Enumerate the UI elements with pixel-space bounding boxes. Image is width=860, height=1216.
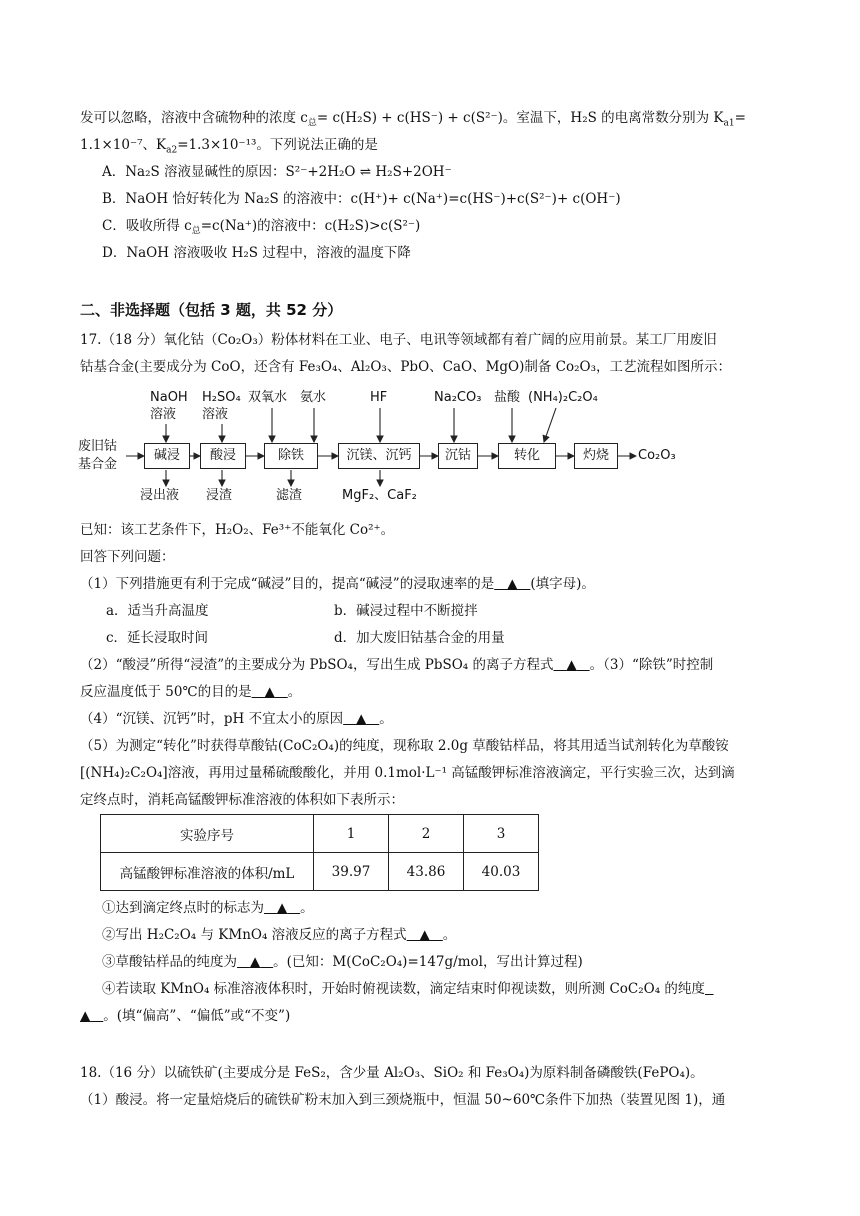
q17-stem-line1: 17.（18 分）氧化钴（Co₂O₃）粉体材料在工业、电子、电讯等领域都有着广阔的应用前景。某工厂用废旧 [80, 332, 717, 348]
process-flow-diagram [78, 388, 778, 510]
table-cell: 40.03 [464, 853, 539, 891]
reagent-h2o2: 双氧水 [248, 390, 288, 405]
answer-blank[interactable]: ▲ [355, 711, 367, 727]
reagent-naoh: NaOH [150, 390, 188, 405]
table-cell: 43.86 [389, 853, 464, 891]
table-row [101, 853, 539, 891]
output-leach-residue: 浸渣 [206, 488, 233, 503]
q16-option-a: A．Na₂S 溶液显碱性的原因：S²⁻+2H₂O ⇌ H₂S+2OH⁻ [102, 164, 452, 180]
flow-start-line2: 基合金 [78, 457, 118, 472]
q17-part5-line3: 定终点时，消耗高锰酸钾标准溶液的体积如下表所示： [80, 792, 404, 808]
flow-start-line1: 废旧钴 [78, 439, 118, 454]
table-header-cell: 1 [314, 815, 389, 853]
answer-blank[interactable] [705, 979, 714, 999]
reagent-hf: HF [370, 390, 388, 405]
flow-box-remove-iron: 除铁 [264, 443, 318, 469]
flow-box-precipitate-mg-ca: 沉镁、沉钙 [338, 443, 420, 469]
q17-part2: （2）“酸浸”所得“浸渣”的主要成分为 PbSO₄，写出生成 PbSO₄ 的离子方程式 ▲ 。（3）“除铁”时控制 [80, 657, 714, 673]
reagent-h2so4-solution: 溶液 [202, 407, 229, 422]
answer-blank[interactable]: ▲ [276, 900, 288, 916]
q17-part1-option-b: b．碱浸过程中不断搅拌 [334, 603, 478, 619]
q17-part5-line1: （5）为测定“转化”时获得草酸钴(CoC₂O₄)的纯度，现称取 2.0g 草酸钴样品，将其用适当试剂转化为草酸铵 [80, 738, 729, 754]
answer-blank[interactable]: ▲ [264, 684, 275, 700]
q16-option-c: C．吸收所得 $c_总=c(Na^+)$的溶液中：c(H₂S)>c(S²⁻) [102, 218, 421, 237]
q17-part3: 反应温度低于 50℃的目的是 ▲ 。 [80, 684, 302, 700]
output-filter-residue: 滤渣 [276, 488, 303, 503]
table-row [101, 815, 539, 853]
flow-box-alkali-leach: 碱浸 [144, 443, 190, 469]
table-row-label: 高锰酸钾标准溶液的体积/mL [101, 853, 314, 891]
titration-table [100, 814, 539, 891]
output-mgf2-caf2: MgF₂、CaF₂ [342, 488, 417, 503]
q17-sub2: ②写出 H₂C₂O₄ 与 KMnO₄ 溶液反应的离子方程式 ▲ 。 [102, 927, 457, 943]
table-header-cell: 3 [464, 815, 539, 853]
flow-box-acid-leach: 酸浸 [200, 443, 246, 469]
q17-sub4-line1: ④若读取 KMnO₄ 标准溶液体积时，开始时俯视读数，滴定结束时仰视读数，则所测 CoC₂O₄ 的纯度 [102, 979, 714, 999]
flow-box-precipitate-co: 沉钴 [438, 443, 478, 469]
q17-part4: （4）“沉镁、沉钙”时，pH 不宜太小的原因 ▲ 。 [80, 711, 393, 727]
q16-option-d: D．NaOH 溶液吸收 H₂S 过程中，溶液的温度下降 [102, 245, 411, 261]
reagent-naoh-solution: 溶液 [150, 407, 177, 422]
answer-blank[interactable]: ▲ [566, 657, 577, 673]
reagent-ammonium-oxalate: (NH₄)₂C₂O₄ [528, 390, 598, 405]
answer-blank[interactable]: ▲ [80, 1008, 91, 1024]
q17-part1-option-d: d．加大废旧钴基合金的用量 [334, 630, 505, 646]
q17-part1-option-c: c．延长浸取时间 [106, 630, 209, 646]
q17-part5-line2: [(NH₄)₂C₂O₄]溶液，再用过量稀硫酸酸化，并用 0.1mol·L⁻¹ 高锰酸钾标准溶液滴定，平行实验三次，达到滴 [80, 765, 735, 781]
q17-sub1: ①达到滴定终点时的标志为 ▲ 。 [102, 900, 314, 916]
flow-product: Co₂O₃ [638, 448, 676, 463]
q17-answer-prompt: 回答下列问题： [80, 549, 175, 565]
q17-part1-option-a: a．适当升高温度 [106, 603, 209, 619]
output-leachate: 浸出液 [140, 488, 180, 503]
q18-stem: 18.（16 分）以硫铁矿(主要成分是 FeS₂，含少量 Al₂O₃、SiO₂ 和 Fe₃O₄)为原料制备磷酸铁(FePO₄)。 [80, 1065, 704, 1081]
table-cell: 39.97 [314, 853, 389, 891]
table-header-label: 实验序号 [101, 815, 314, 853]
section-heading: 二、非选择题（包括 3 题，共 52 分） [80, 301, 343, 319]
q16-intro-line2: 1.1×10⁻⁷、$K_{a2}=1.3\times 10^{-13}$。下列说法正确的是 [80, 137, 378, 156]
q18-part1: （1）酸浸。将一定量焙烧后的硫铁矿粉末加入到三颈烧瓶中，恒温 50~60℃条件下加热（装置见图 1)，通 [80, 1092, 726, 1108]
table-header-cell: 2 [389, 815, 464, 853]
q17-stem-line2: 钴基合金(主要成分为 CoO，还含有 Fe₃O₄、Al₂O₃、PbO、CaO、MgO)制备 Co₂O₃，工艺流程如图所示： [80, 359, 732, 375]
q17-part1: （1）下列措施更有利于完成“碱浸”目的，提高“碱浸”的浸取速率的是 ▲ (填字母)。 [80, 576, 595, 592]
answer-blank[interactable]: ▲ [419, 927, 430, 943]
reagent-hcl: 盐酸 [494, 390, 521, 405]
reagent-h2so4: H₂SO₄ [202, 390, 241, 405]
reagent-na2co3: Na₂CO₃ [434, 390, 482, 405]
q16-intro-line1: 发可以忽略，溶液中含硫物种的浓度 $c_总= c(H_2S) + c(HS^-) + c(S^{2-})$。室温下，H₂S 的电离常数分别为 $K_{a1}=$ [80, 110, 746, 129]
reagent-ammonia: 氨水 [300, 390, 327, 405]
q17-sub3: ③草酸钴样品的纯度为 ▲ 。(已知：M(CoC₂O₄)=147g/mol，写出计算过程) [102, 954, 583, 970]
flow-box-convert: 转化 [498, 443, 556, 469]
answer-blank[interactable]: ▲ [249, 954, 261, 970]
q17-known: 已知：该工艺条件下，H₂O₂、Fe³⁺不能氧化 Co²⁺。 [80, 522, 395, 538]
flow-box-calcine: 灼烧 [574, 443, 618, 469]
q17-sub4-line2: ▲ 。(填“偏高”、“偏低”或“不变”) [80, 1008, 291, 1024]
answer-blank[interactable]: ▲ [507, 576, 518, 592]
q16-option-b: B．NaOH 恰好转化为 Na₂S 的溶液中：c(H⁺)+ c(Na⁺)=c(HS⁻)+c(S²⁻)+ c(OH⁻) [102, 191, 621, 207]
